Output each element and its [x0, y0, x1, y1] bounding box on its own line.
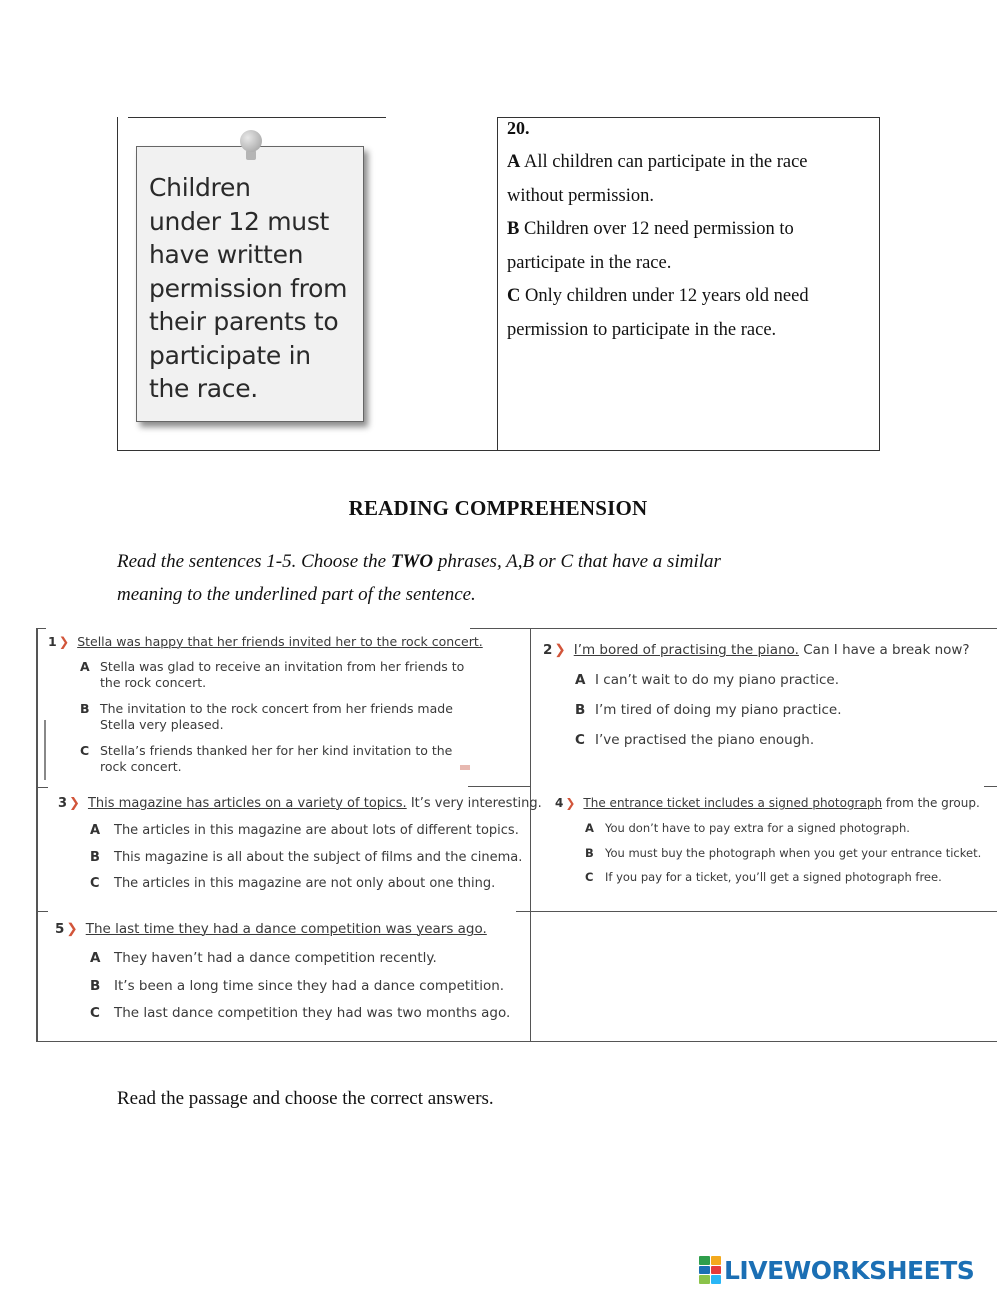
section-title: READING COMPREHENSION: [348, 496, 648, 520]
option-text: The invitation to the rock concert from her friends made Stella very pleased.: [100, 701, 453, 732]
instruction-emphasis: TWO: [390, 551, 434, 572]
option-text: Only children under 12 years old need: [525, 286, 809, 306]
option-letter: B: [585, 846, 594, 860]
option-letter: A: [80, 659, 90, 674]
option-text: You don’t have to pay extra for a signed photograph.: [605, 821, 910, 835]
option-letter: B: [575, 702, 586, 718]
item-3-option-a: [90, 823, 519, 839]
sentence-rest: It’s very interesting.: [406, 796, 542, 811]
logo-block: [711, 1266, 722, 1275]
item-4-option-b: [585, 845, 981, 861]
chevron-right-icon: ❯: [66, 921, 78, 937]
option-text: The articles in this magazine are not only about one thing.: [114, 876, 496, 891]
option-text: I’ve practised the piano enough.: [595, 732, 815, 748]
item-number: 2: [543, 642, 553, 658]
option-letter: B: [90, 978, 101, 994]
grid-line: [530, 628, 531, 1042]
item-1-sentence: [48, 634, 483, 649]
underlined-phrase: The entrance ticket includes a signed photograph: [583, 796, 883, 810]
logo-block: [711, 1256, 722, 1265]
option-text: I’m tired of doing my piano practice.: [595, 702, 842, 718]
question-number: 20.: [507, 118, 530, 138]
option-text: This magazine is all about the subject of films and the cinema.: [114, 850, 523, 865]
option-letter: C: [585, 870, 594, 884]
item-1-option-c: [80, 743, 465, 775]
item-3-option-c: [90, 876, 495, 892]
option-letter: C: [90, 876, 100, 891]
option-letter: A: [585, 821, 594, 835]
logo-block: [699, 1256, 710, 1265]
grid-line: [36, 628, 46, 629]
item-number: 3: [58, 796, 68, 811]
item-2-option-a: [575, 672, 839, 688]
option-letter: C: [507, 286, 521, 306]
option-letter: C: [90, 1005, 100, 1021]
option-letter: A: [507, 152, 521, 172]
closing-instruction: Read the passage and choose the correct answers.: [117, 1088, 494, 1109]
option-letter: B: [507, 219, 520, 239]
item-5-option-b: [90, 978, 504, 994]
option-text: The articles in this magazine are about lots of different topics.: [114, 823, 519, 838]
underlined-phrase: This magazine has articles on a variety of topics.: [87, 796, 407, 811]
sentence-rest: from the group.: [882, 796, 980, 810]
option-letter: A: [575, 672, 586, 688]
underlined-phrase: I’m bored of practising the piano.: [573, 642, 799, 658]
option-text: It’s been a long time since they had a dance competition.: [114, 978, 505, 994]
option-text: without permission.: [507, 185, 654, 206]
item-2-sentence: [543, 642, 970, 658]
question-20-option-a: [507, 146, 867, 213]
option-text: You must buy the photograph when you get your entrance ticket.: [605, 846, 982, 860]
notice-card: [136, 146, 364, 422]
grid-line: [36, 1041, 997, 1042]
grid-line: [516, 911, 997, 912]
item-4-sentence: [555, 796, 980, 810]
table-top-gap: [118, 116, 128, 119]
logo-text: LIVEWORKSHEETS: [724, 1255, 975, 1285]
logo-blocks-icon: [699, 1256, 721, 1284]
grid-line: [984, 786, 997, 787]
item-3-sentence: [58, 796, 542, 811]
item-5-option-a: [90, 950, 437, 966]
underlined-phrase: The last time they had a dance competition was years ago.: [85, 921, 487, 937]
grid-line: [468, 786, 531, 787]
pin-icon: [240, 130, 262, 152]
option-letter: B: [80, 701, 90, 716]
option-text: The last dance competition they had was two months ago.: [114, 1005, 511, 1021]
instruction-text: Read the sentences 1-5. Choose the: [117, 551, 391, 572]
underlined-phrase: Stella was happy that her friends invited her to the rock concert.: [77, 634, 483, 649]
option-letter: A: [90, 950, 101, 966]
grid-line: [38, 787, 48, 788]
logo-block: [699, 1266, 710, 1275]
question-20-option-b: [507, 213, 867, 280]
instruction: [117, 545, 837, 611]
table-divider: [497, 117, 498, 451]
option-text: participate in the race.: [507, 252, 672, 273]
item-1-option-b: [80, 701, 470, 733]
item-4-option-a: [585, 820, 910, 836]
sentence-rest: Can I have a break now?: [798, 642, 970, 658]
item-3-option-b: [90, 850, 522, 866]
chevron-right-icon: ❯: [58, 634, 70, 649]
chevron-right-icon: ❯: [69, 796, 80, 811]
liveworksheets-logo: [699, 1254, 974, 1286]
grid-line: [36, 628, 38, 1042]
item-number: 4: [555, 796, 564, 810]
chevron-right-icon: ❯: [565, 796, 576, 810]
item-number: 5: [55, 921, 65, 937]
option-text: Stella’s friends thanked her for her kind invitation to the rock concert.: [100, 743, 453, 774]
logo-block: [711, 1275, 722, 1284]
item-5-sentence: [55, 921, 487, 937]
option-text: Stella was glad to receive an invitation from her friends to the rock concert.: [100, 659, 465, 690]
item-2-option-c: [575, 732, 814, 748]
item-2-option-b: [575, 702, 842, 718]
notice-text: Children under 12 must have written permission from their parents to participate in the race.: [149, 173, 348, 403]
option-text: permission to participate in the race.: [507, 319, 777, 340]
instruction-text: meaning to the underlined part of the sentence.: [117, 584, 476, 605]
logo-block: [699, 1275, 710, 1284]
option-text: Children over 12 need permission to: [523, 219, 794, 239]
option-letter: C: [575, 732, 585, 748]
item-5-option-c: [90, 1005, 510, 1021]
grid-line: [470, 628, 997, 629]
item-4-option-c: [585, 869, 942, 885]
option-letter: A: [90, 823, 101, 838]
option-letter: C: [80, 743, 90, 758]
table-top-gap: [386, 116, 497, 119]
option-letter: B: [90, 850, 100, 865]
option-text: I can’t wait to do my piano practice.: [595, 672, 840, 688]
option-text: If you pay for a ticket, you’ll get a signed photograph free.: [605, 870, 942, 884]
item-number: 1: [48, 634, 57, 649]
grid-line: [38, 911, 48, 912]
instruction-text: phrases, A,B or C that have a similar: [433, 551, 721, 572]
option-text: All children can participate in the race: [523, 152, 808, 172]
item-1-option-a: [80, 659, 465, 691]
option-text: They haven’t had a dance competition recently.: [114, 950, 437, 966]
scan-mark: [44, 720, 46, 780]
chevron-right-icon: ❯: [554, 642, 566, 658]
question-20-option-c: [507, 280, 867, 347]
